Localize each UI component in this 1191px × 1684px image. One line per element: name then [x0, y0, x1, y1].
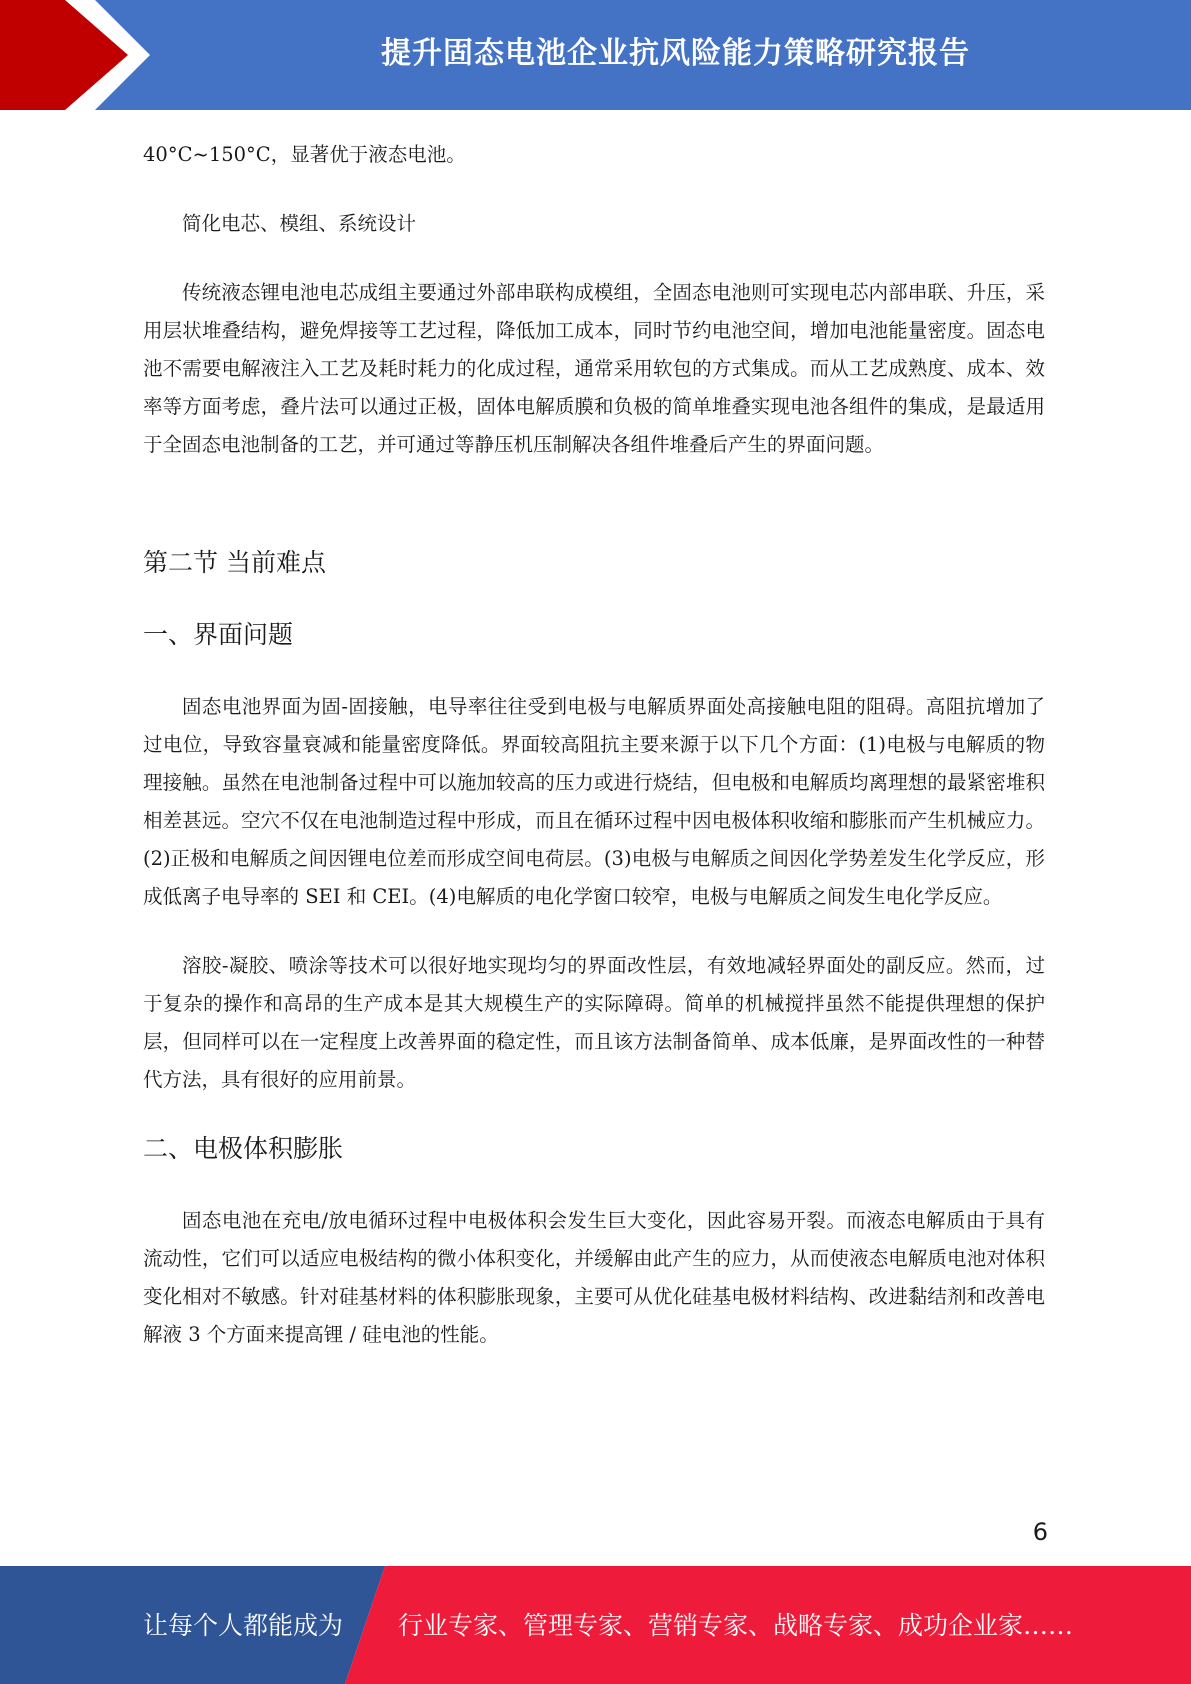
page-content	[143, 136, 1045, 1354]
report-title: 提升固态电池企业抗风险能力策略研究报告	[381, 36, 970, 71]
paragraph-traditional-battery: 传统液态锂电池电芯成组主要通过外部串联构成模组，全固态电池则可实现电芯内部串联、升压，采用层状堆叠结构，避免焊接等工艺过程，降低加工成本，同时节约电池空间，增加电池能量密度。固态电池不需要电解液注入工艺及耗时耗力的化成过程，通常采用软包的方式集成。而从工艺成熟度、成本、效率等方面考虑，叠片法可以通过正极，固体电解质膜和负极的简单堆叠实现电池各组件的集成，是最适用于全固态电池制备的工艺，并可通过等静压机压制解决各组件堆叠后产生的界面问题。	[143, 281, 1045, 456]
paragraph-simplified-design: 简化电芯、模组、系统设计	[182, 212, 417, 235]
page-footer	[0, 1566, 1191, 1684]
paragraph-sol-gel: 溶胶-凝胶、喷涂等技术可以很好地实现均匀的界面改性层，有效地减轻界面处的副反应。然而，过于复杂的操作和高昂的生产成本是其大规模生产的实际障碍。简单的机械搅拌虽然不能提供理想的保护层，但同样可以在一定程度上改善界面的稳定性，而且该方法制备简单、成本低廉，是界面改性的一种替代方法，具有很好的应用前景。	[143, 954, 1045, 1091]
section-title: 第二节 当前难点	[143, 548, 326, 577]
footer-slogan-left: 让每个人都能成为	[143, 1611, 344, 1640]
subsection-title-expansion: 二、电极体积膨胀	[143, 1134, 344, 1163]
paragraph-volume-expansion: 固态电池在充电/放电循环过程中电极体积会发生巨大变化，因此容易开裂。而液态电解质由于具有流动性，它们可以适应电极结构的微小体积变化，并缓解由此产生的应力，从而使液态电解质电池对体积变化相对不敏感。针对硅基材料的体积膨胀现象，主要可从优化硅基电极材料结构、改进黏结剂和改善电解液 3 个方面来提高锂 / 硅电池的性能。	[143, 1209, 1045, 1346]
paragraph-interface-problems: 固态电池界面为固-固接触，电导率往往受到电极与电解质界面处高接触电阻的阻碍。高阻抗增加了过电位，导致容量衰减和能量密度降低。界面较高阻抗主要来源于以下几个方面：(1)电极与电解质的物理接触。虽然在电池制备过程中可以施加较高的压力或进行烧结，但电极和电解质均离理想的最紧密堆积相差甚远。空穴不仅在电池制造过程中形成，而且在循环过程中因电极体积收缩和膨胀而产生机械应力。(2)正极和电解质之间因锂电位差而形成空间电荷层。(3)电极与电解质之间因化学势差发生化学反应，形成低离子电导率的 SEI 和 CEI。(4)电解质的电化学窗口较窄，电极与电解质之间发生电化学反应。	[143, 695, 1045, 908]
page-number: 6	[1032, 1518, 1048, 1546]
page-header	[0, 0, 1191, 110]
paragraph-temperature: 40°C~150°C，显著优于液态电池。	[143, 143, 466, 166]
subsection-title-interface: 一、界面问题	[143, 620, 294, 649]
footer-slogan-right: 行业专家、管理专家、营销专家、战略专家、成功企业家……	[398, 1611, 1074, 1640]
